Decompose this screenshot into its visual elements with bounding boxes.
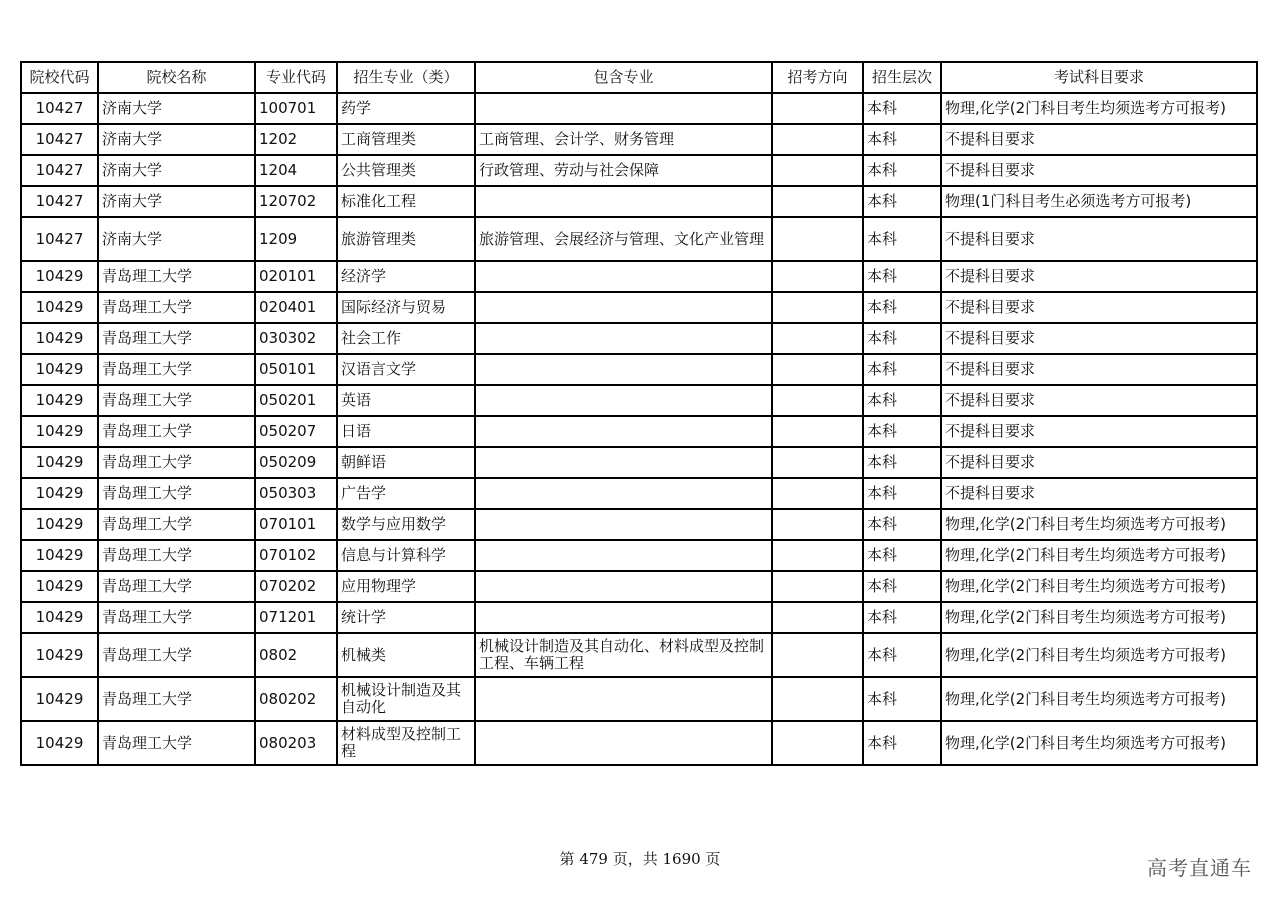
header-major-name: 招生专业（类） xyxy=(337,62,475,93)
header-direction: 招考方向 xyxy=(772,62,863,93)
header-school-code: 院校代码 xyxy=(21,62,98,93)
cell-subject-requirement: 不提科目要求 xyxy=(941,292,1257,323)
cell-major-name: 日语 xyxy=(337,416,475,447)
cell-school-code: 10429 xyxy=(21,261,98,292)
cell-subject-requirement: 不提科目要求 xyxy=(941,261,1257,292)
cell-subject-requirement: 不提科目要求 xyxy=(941,447,1257,478)
cell-major-code: 050101 xyxy=(255,354,337,385)
table-row xyxy=(21,124,1257,155)
cell-level: 本科 xyxy=(863,385,941,416)
cell-school-name: 济南大学 xyxy=(98,93,255,124)
cell-included-majors xyxy=(475,478,772,509)
cell-level: 本科 xyxy=(863,416,941,447)
cell-included-majors xyxy=(475,93,772,124)
cell-direction xyxy=(772,416,863,447)
watermark-text: 高考直通车 xyxy=(1147,856,1252,880)
cell-subject-requirement: 物理,化学(2门科目考生均须选考方可报考) xyxy=(941,721,1257,765)
cell-direction xyxy=(772,478,863,509)
cell-level: 本科 xyxy=(863,509,941,540)
cell-included-majors xyxy=(475,447,772,478)
cell-school-code: 10427 xyxy=(21,155,98,186)
cell-level: 本科 xyxy=(863,217,941,261)
cell-school-code: 10429 xyxy=(21,478,98,509)
cell-level: 本科 xyxy=(863,540,941,571)
cell-included-majors xyxy=(475,416,772,447)
cell-subject-requirement: 不提科目要求 xyxy=(941,478,1257,509)
cell-major-name: 材料成型及控制工程 xyxy=(337,721,475,765)
cell-major-code: 070102 xyxy=(255,540,337,571)
cell-included-majors: 机械设计制造及其自动化、材料成型及控制工程、车辆工程 xyxy=(475,633,772,677)
cell-major-code: 1202 xyxy=(255,124,337,155)
cell-subject-requirement: 物理(1门科目考生必须选考方可报考) xyxy=(941,186,1257,217)
cell-major-name: 国际经济与贸易 xyxy=(337,292,475,323)
cell-school-name: 青岛理工大学 xyxy=(98,571,255,602)
cell-school-code: 10429 xyxy=(21,385,98,416)
cell-subject-requirement: 不提科目要求 xyxy=(941,354,1257,385)
cell-subject-requirement: 物理,化学(2门科目考生均须选考方可报考) xyxy=(941,677,1257,721)
cell-school-code: 10427 xyxy=(21,93,98,124)
cell-major-name: 应用物理学 xyxy=(337,571,475,602)
cell-included-majors xyxy=(475,721,772,765)
cell-major-code: 050201 xyxy=(255,385,337,416)
cell-direction xyxy=(772,540,863,571)
cell-included-majors: 旅游管理、会展经济与管理、文化产业管理 xyxy=(475,217,772,261)
table-body xyxy=(21,93,1257,765)
cell-subject-requirement: 物理,化学(2门科目考生均须选考方可报考) xyxy=(941,93,1257,124)
cell-school-code: 10429 xyxy=(21,292,98,323)
cell-school-code: 10429 xyxy=(21,416,98,447)
cell-school-code: 10429 xyxy=(21,602,98,633)
cell-included-majors xyxy=(475,323,772,354)
cell-direction xyxy=(772,186,863,217)
cell-subject-requirement: 物理,化学(2门科目考生均须选考方可报考) xyxy=(941,633,1257,677)
cell-direction xyxy=(772,602,863,633)
cell-direction xyxy=(772,633,863,677)
cell-major-name: 统计学 xyxy=(337,602,475,633)
cell-subject-requirement: 物理,化学(2门科目考生均须选考方可报考) xyxy=(941,509,1257,540)
cell-school-code: 10427 xyxy=(21,124,98,155)
table-row xyxy=(21,354,1257,385)
cell-major-code: 100701 xyxy=(255,93,337,124)
cell-subject-requirement: 物理,化学(2门科目考生均须选考方可报考) xyxy=(941,540,1257,571)
cell-included-majors xyxy=(475,261,772,292)
cell-major-name: 广告学 xyxy=(337,478,475,509)
cell-level: 本科 xyxy=(863,478,941,509)
header-major-code: 专业代码 xyxy=(255,62,337,93)
cell-level: 本科 xyxy=(863,571,941,602)
cell-major-code: 071201 xyxy=(255,602,337,633)
cell-subject-requirement: 不提科目要求 xyxy=(941,416,1257,447)
cell-level: 本科 xyxy=(863,602,941,633)
table-row xyxy=(21,602,1257,633)
cell-level: 本科 xyxy=(863,447,941,478)
cell-school-code: 10429 xyxy=(21,677,98,721)
header-included-majors: 包含专业 xyxy=(475,62,772,93)
cell-school-name: 青岛理工大学 xyxy=(98,354,255,385)
cell-direction xyxy=(772,124,863,155)
cell-direction xyxy=(772,155,863,186)
table-row xyxy=(21,385,1257,416)
cell-major-code: 120702 xyxy=(255,186,337,217)
cell-included-majors xyxy=(475,677,772,721)
cell-subject-requirement: 不提科目要求 xyxy=(941,124,1257,155)
cell-school-name: 青岛理工大学 xyxy=(98,509,255,540)
table-row xyxy=(21,93,1257,124)
admissions-table xyxy=(20,61,1258,766)
table-row xyxy=(21,186,1257,217)
cell-direction xyxy=(772,677,863,721)
cell-major-name: 汉语言文学 xyxy=(337,354,475,385)
cell-direction xyxy=(772,261,863,292)
cell-direction xyxy=(772,509,863,540)
cell-major-name: 社会工作 xyxy=(337,323,475,354)
cell-level: 本科 xyxy=(863,186,941,217)
cell-major-code: 030302 xyxy=(255,323,337,354)
cell-major-code: 050303 xyxy=(255,478,337,509)
table-row xyxy=(21,633,1257,677)
cell-major-name: 药学 xyxy=(337,93,475,124)
cell-major-code: 070202 xyxy=(255,571,337,602)
cell-major-name: 机械类 xyxy=(337,633,475,677)
cell-major-code: 070101 xyxy=(255,509,337,540)
table-row xyxy=(21,292,1257,323)
page-number: 第 479 页，共 1690 页 xyxy=(559,850,721,868)
cell-school-code: 10429 xyxy=(21,721,98,765)
cell-direction xyxy=(772,447,863,478)
cell-direction xyxy=(772,354,863,385)
cell-major-code: 020101 xyxy=(255,261,337,292)
cell-school-name: 济南大学 xyxy=(98,186,255,217)
cell-direction xyxy=(772,721,863,765)
cell-level: 本科 xyxy=(863,93,941,124)
cell-school-code: 10429 xyxy=(21,323,98,354)
table-row xyxy=(21,447,1257,478)
cell-direction xyxy=(772,385,863,416)
table-row xyxy=(21,571,1257,602)
table-row xyxy=(21,540,1257,571)
cell-direction xyxy=(772,93,863,124)
cell-school-code: 10429 xyxy=(21,354,98,385)
cell-school-name: 青岛理工大学 xyxy=(98,447,255,478)
cell-school-code: 10427 xyxy=(21,186,98,217)
cell-subject-requirement: 不提科目要求 xyxy=(941,385,1257,416)
cell-school-name: 济南大学 xyxy=(98,217,255,261)
cell-level: 本科 xyxy=(863,292,941,323)
cell-school-code: 10429 xyxy=(21,447,98,478)
cell-major-name: 数学与应用数学 xyxy=(337,509,475,540)
cell-subject-requirement: 不提科目要求 xyxy=(941,155,1257,186)
table-row xyxy=(21,323,1257,354)
cell-subject-requirement: 不提科目要求 xyxy=(941,217,1257,261)
header-subject-requirement: 考试科目要求 xyxy=(941,62,1257,93)
header-school-name: 院校名称 xyxy=(98,62,255,93)
cell-major-name: 经济学 xyxy=(337,261,475,292)
cell-school-name: 青岛理工大学 xyxy=(98,633,255,677)
cell-school-name: 青岛理工大学 xyxy=(98,677,255,721)
cell-school-name: 青岛理工大学 xyxy=(98,478,255,509)
cell-included-majors xyxy=(475,602,772,633)
cell-school-name: 青岛理工大学 xyxy=(98,416,255,447)
cell-included-majors: 工商管理、会计学、财务管理 xyxy=(475,124,772,155)
cell-major-name: 机械设计制造及其自动化 xyxy=(337,677,475,721)
table-row xyxy=(21,509,1257,540)
table-row xyxy=(21,478,1257,509)
cell-level: 本科 xyxy=(863,677,941,721)
cell-level: 本科 xyxy=(863,721,941,765)
table-header-row xyxy=(21,62,1257,93)
cell-level: 本科 xyxy=(863,633,941,677)
cell-major-name: 工商管理类 xyxy=(337,124,475,155)
cell-level: 本科 xyxy=(863,155,941,186)
cell-subject-requirement: 物理,化学(2门科目考生均须选考方可报考) xyxy=(941,571,1257,602)
cell-major-code: 050209 xyxy=(255,447,337,478)
cell-major-code: 0802 xyxy=(255,633,337,677)
cell-level: 本科 xyxy=(863,124,941,155)
cell-major-name: 旅游管理类 xyxy=(337,217,475,261)
cell-school-name: 青岛理工大学 xyxy=(98,540,255,571)
cell-major-code: 020401 xyxy=(255,292,337,323)
cell-level: 本科 xyxy=(863,354,941,385)
cell-school-code: 10427 xyxy=(21,217,98,261)
cell-major-name: 英语 xyxy=(337,385,475,416)
cell-included-majors xyxy=(475,385,772,416)
cell-major-code: 1209 xyxy=(255,217,337,261)
cell-direction xyxy=(772,292,863,323)
cell-major-code: 050207 xyxy=(255,416,337,447)
cell-level: 本科 xyxy=(863,323,941,354)
cell-school-name: 青岛理工大学 xyxy=(98,261,255,292)
cell-school-name: 青岛理工大学 xyxy=(98,721,255,765)
cell-included-majors xyxy=(475,540,772,571)
table-row xyxy=(21,416,1257,447)
cell-major-name: 标准化工程 xyxy=(337,186,475,217)
cell-included-majors xyxy=(475,354,772,385)
cell-school-name: 济南大学 xyxy=(98,155,255,186)
cell-included-majors xyxy=(475,186,772,217)
cell-included-majors xyxy=(475,509,772,540)
cell-school-code: 10429 xyxy=(21,540,98,571)
cell-included-majors xyxy=(475,292,772,323)
table-row xyxy=(21,261,1257,292)
cell-school-code: 10429 xyxy=(21,571,98,602)
cell-school-name: 济南大学 xyxy=(98,124,255,155)
cell-school-name: 青岛理工大学 xyxy=(98,323,255,354)
table-row xyxy=(21,677,1257,721)
cell-school-code: 10429 xyxy=(21,509,98,540)
cell-school-name: 青岛理工大学 xyxy=(98,385,255,416)
cell-school-name: 青岛理工大学 xyxy=(98,292,255,323)
cell-direction xyxy=(772,323,863,354)
cell-major-name: 信息与计算科学 xyxy=(337,540,475,571)
cell-major-code: 080203 xyxy=(255,721,337,765)
cell-level: 本科 xyxy=(863,261,941,292)
cell-included-majors: 行政管理、劳动与社会保障 xyxy=(475,155,772,186)
cell-major-name: 公共管理类 xyxy=(337,155,475,186)
cell-subject-requirement: 物理,化学(2门科目考生均须选考方可报考) xyxy=(941,602,1257,633)
cell-direction xyxy=(772,217,863,261)
cell-school-code: 10429 xyxy=(21,633,98,677)
cell-major-code: 1204 xyxy=(255,155,337,186)
table-row xyxy=(21,155,1257,186)
table-row xyxy=(21,721,1257,765)
table-row xyxy=(21,217,1257,261)
cell-direction xyxy=(772,571,863,602)
header-level: 招生层次 xyxy=(863,62,941,93)
cell-school-name: 青岛理工大学 xyxy=(98,602,255,633)
cell-included-majors xyxy=(475,571,772,602)
cell-major-code: 080202 xyxy=(255,677,337,721)
cell-major-name: 朝鲜语 xyxy=(337,447,475,478)
cell-subject-requirement: 不提科目要求 xyxy=(941,323,1257,354)
